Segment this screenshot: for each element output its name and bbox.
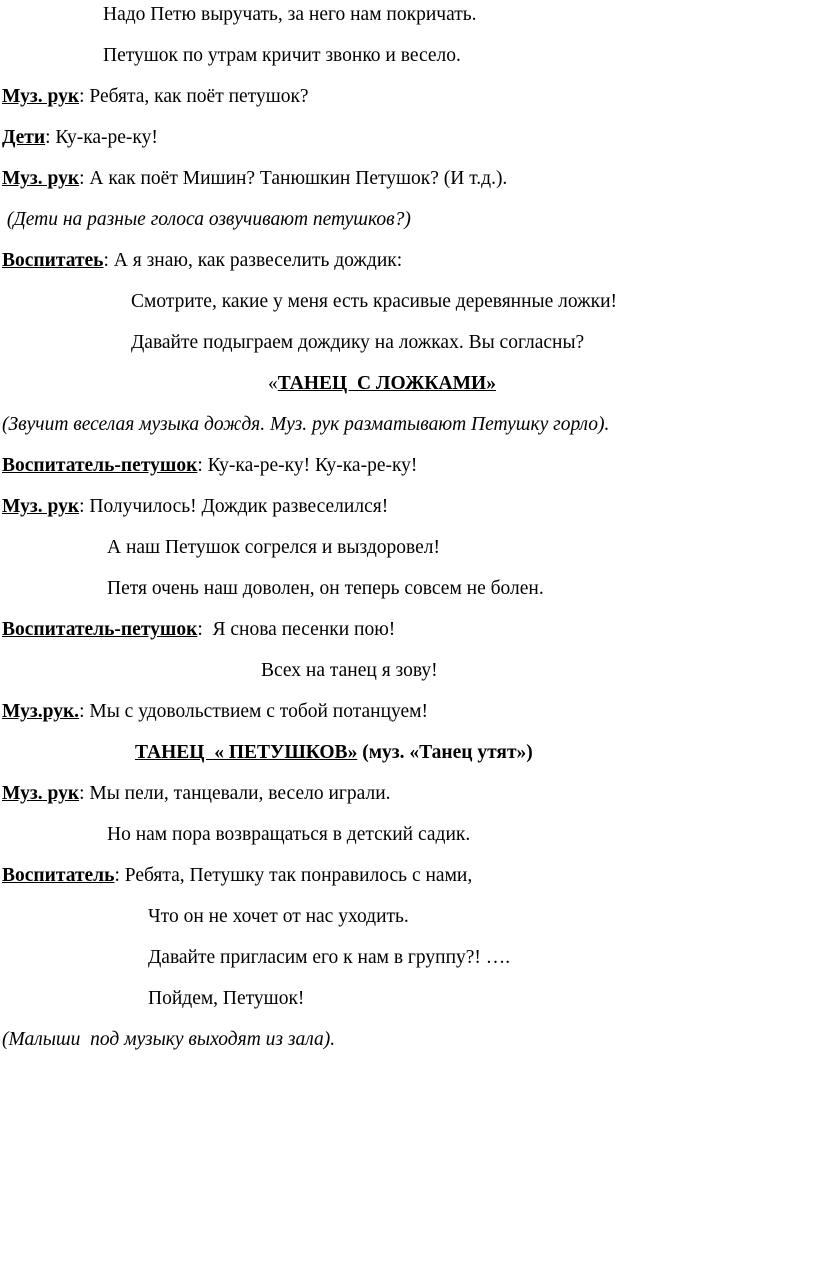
dialogue-line <box>2 454 417 478</box>
dialogue-line <box>2 249 402 273</box>
speaker-label: Воспитатель-петушок <box>2 455 198 476</box>
dialogue-line <box>2 782 391 806</box>
speaker-label: Муз.рук. <box>2 701 80 722</box>
dialogue-line <box>2 618 395 642</box>
text-line: Что он не хочет от нас уходить. <box>148 906 409 927</box>
speaker-label: Воспитатель <box>2 865 115 886</box>
text-line: Давайте подыграем дождику на ложках. Вы согласны? <box>131 332 585 353</box>
section-heading: «ТАНЕЦ С ЛОЖКАМИ» <box>268 373 496 394</box>
dialogue-line <box>2 700 428 724</box>
stage-direction: (Дети на разные голоса озвучивают петушков?) <box>2 209 411 230</box>
dialogue-text: : Мы пели, танцевали, весело играли. <box>79 783 391 804</box>
text-line: Всех на танец я зову! <box>261 660 438 681</box>
heading-title: ТАНЕЦ С ЛОЖКАМИ» <box>277 373 496 394</box>
text-line: Петушок по утрам кричит звонко и весело. <box>103 45 461 66</box>
heading-subtitle: (муз. «Танец утят») <box>357 742 533 763</box>
dialogue-line <box>2 126 158 150</box>
section-heading <box>135 741 533 765</box>
text-line: А наш Петушок согрелся и выздоровел! <box>107 537 440 558</box>
dialogue-text: : Ку-ка-ре-ку! Ку-ка-ре-ку! <box>197 455 418 476</box>
dialogue-text: : А как поёт Мишин? Танюшкин Петушок? (И т.д.). <box>79 168 508 189</box>
dialogue-line <box>2 85 309 109</box>
speaker-label: Муз. рук <box>2 86 80 107</box>
dialogue-text: : А я знаю, как развеселить дождик: <box>103 250 403 271</box>
dialogue-line <box>2 495 388 519</box>
dialogue-text: : Получилось! Дождик развеселился! <box>79 496 389 517</box>
dialogue-text: : Ребята, Петушку так понравилось с нами, <box>114 865 473 886</box>
stage-direction: (Звучит веселая музыка дождя. Муз. рук разматывают Петушку горло). <box>2 414 610 435</box>
speaker-label: Воспитатеь <box>2 250 104 271</box>
dialogue-text: : Я снова песенки пою! <box>197 619 396 640</box>
text-line: Пойдем, Петушок! <box>148 988 305 1009</box>
heading-title: ТАНЕЦ « ПЕТУШКОВ» <box>135 742 358 763</box>
text-line: Петя очень наш доволен, он теперь совсем не болен. <box>107 578 544 599</box>
dialogue-text: : Мы с удовольствием с тобой потанцуем! <box>79 701 428 722</box>
dialogue-text: : Ребята, как поёт петушок? <box>79 86 309 107</box>
stage-direction: (Малыши под музыку выходят из зала). <box>2 1029 336 1050</box>
speaker-label: Муз. рук <box>2 783 80 804</box>
text-line: Смотрите, какие у меня есть красивые деревянные ложки! <box>131 291 618 312</box>
speaker-label: Воспитатель-петушок <box>2 619 198 640</box>
text-line: Но нам пора возвращаться в детский садик. <box>107 824 471 845</box>
speaker-label: Муз. рук <box>2 168 80 189</box>
speaker-label: Муз. рук <box>2 496 80 517</box>
dialogue-line <box>2 864 472 888</box>
dialogue-text: : Ку-ка-ре-ку! <box>45 127 158 148</box>
dialogue-line <box>2 167 507 191</box>
text-line: Надо Петю выручать, за него нам покричать. <box>103 4 477 25</box>
speaker-label: Дети <box>2 127 46 148</box>
text-line: Давайте пригласим его к нам в группу?! …. <box>148 947 511 968</box>
